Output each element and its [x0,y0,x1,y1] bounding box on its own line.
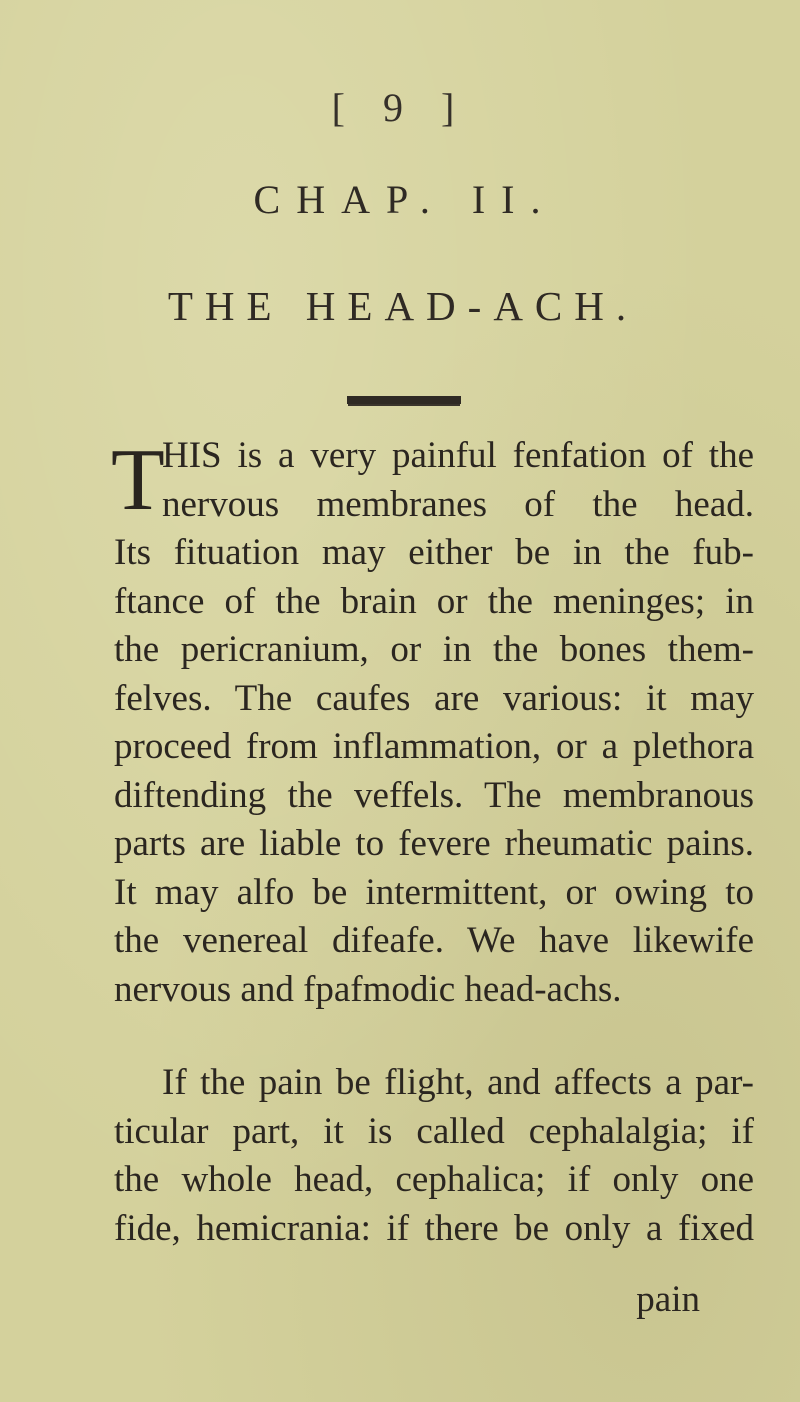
ornamental-rule [347,396,461,404]
text-line: If the pain be flight, and affects a par- [162,1062,754,1103]
text-line: felves. The caufes are various: it may [114,677,754,719]
drop-cap: T [111,432,165,529]
text-line: fide, hemicrania: if there be only a fixed [114,1207,754,1249]
body-text [114,432,754,1253]
text-line: proceed from inflammation, or a plethora [114,726,754,767]
text-line: the pericranium, or in the bones them- [114,629,754,670]
catchword: pain [636,1279,700,1320]
text-line: ticular part, it is called cephalalgia; if [114,1110,754,1152]
chapter-heading: CHAP. II. [253,177,557,222]
page-number: [ 9 ] [331,85,469,130]
text-line: nervous membranes of the head. [162,483,754,525]
text-line: the whole head, cephalica; if only one [114,1159,754,1200]
text-line: nervous and fpafmodic head-achs. [114,968,622,1010]
text-line: Its fituation may either be in the fub- [114,532,754,573]
paragraph-gap [114,1014,754,1059]
text-line: HIS is a very painful fenfation of the [162,435,754,476]
text-line: It may alfo be intermittent, or owing to [114,871,754,913]
text-line: parts are liable to fevere rheumatic pains. [114,823,754,864]
text-line: the venereal difeafe. We have likewife [114,920,754,961]
text-line: ftance of the brain or the meninges; in [114,580,754,622]
chapter-title: THE HEAD-ACH. [167,283,639,329]
text-line: diftending the veffels. The membranous [114,774,754,816]
